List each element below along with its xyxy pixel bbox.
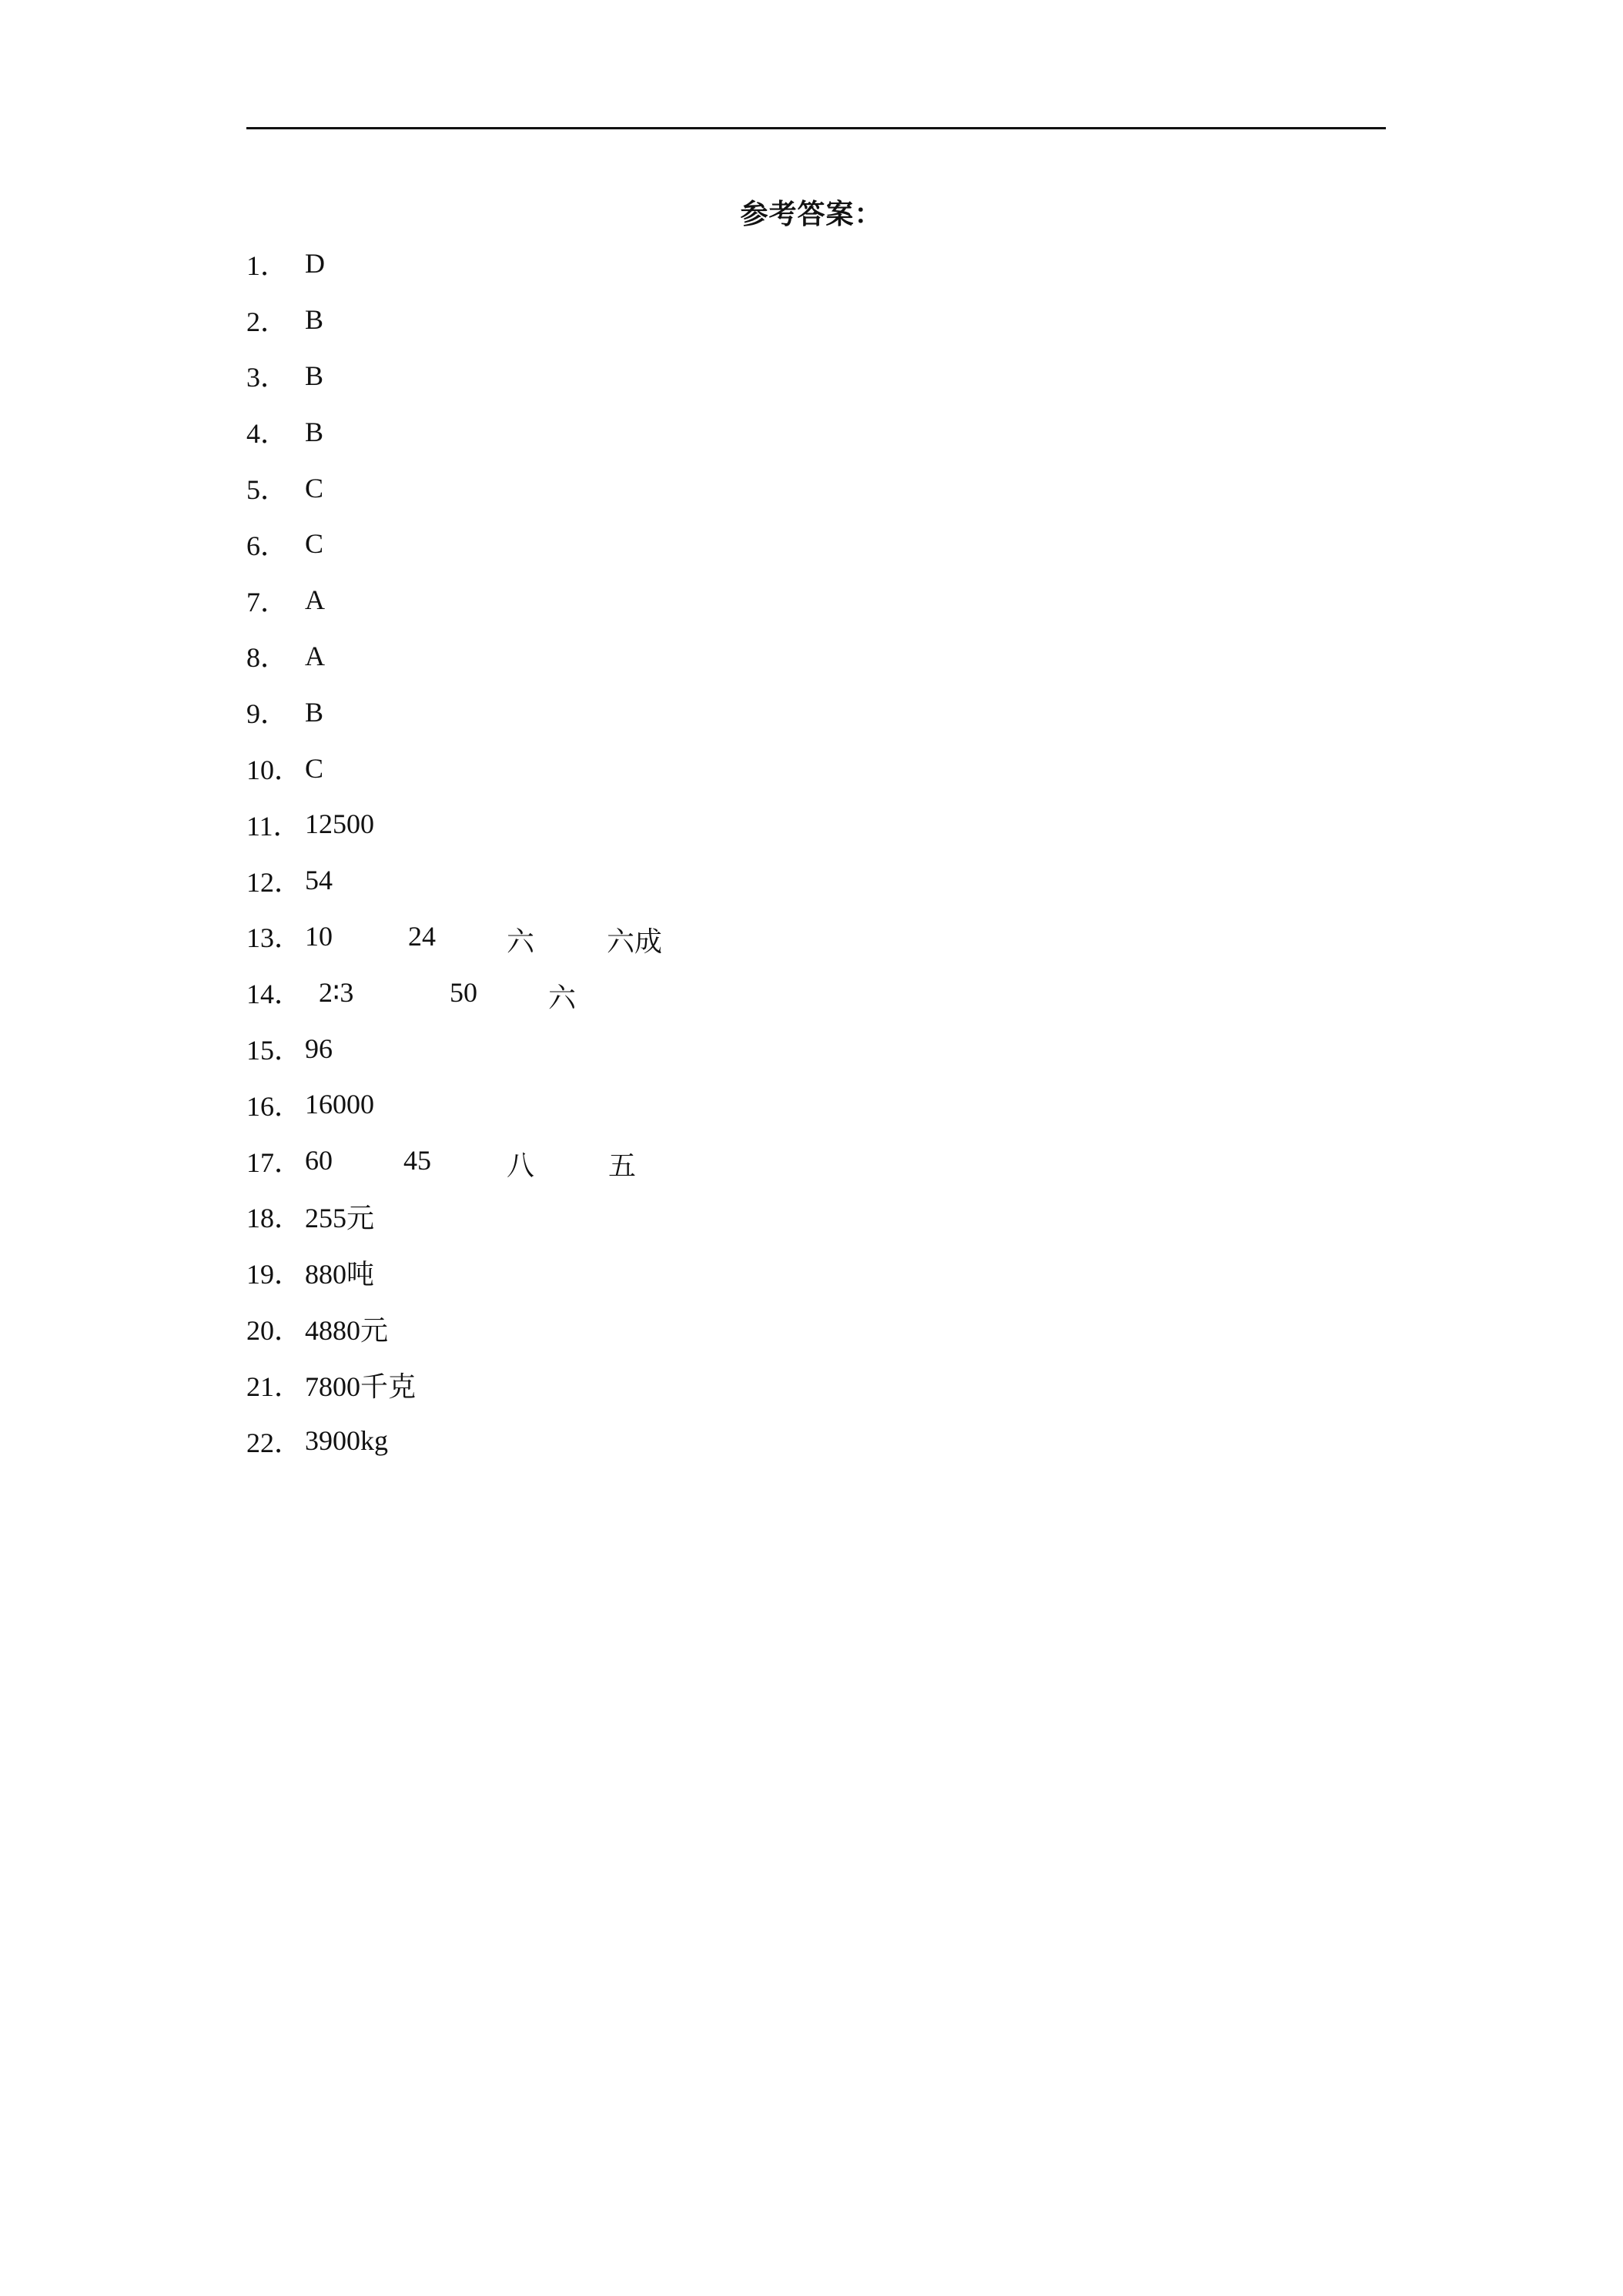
answer-value: 255元 bbox=[305, 1203, 375, 1234]
answer-value: 六 bbox=[548, 982, 577, 1013]
answer-number: 2． bbox=[246, 306, 289, 337]
answer-value: C bbox=[305, 472, 324, 504]
answer-number: 13． bbox=[246, 922, 303, 954]
answer-number: 8． bbox=[246, 642, 289, 674]
answer-value: 54 bbox=[305, 865, 333, 896]
answer-number: 3． bbox=[246, 362, 289, 393]
answer-value: 2∶3 bbox=[319, 976, 354, 1008]
answer-row bbox=[246, 1189, 708, 1245]
answer-number: 11． bbox=[246, 810, 301, 842]
answer-row bbox=[246, 740, 708, 796]
answer-number: 17． bbox=[246, 1146, 303, 1178]
answer-number: 16． bbox=[246, 1090, 303, 1122]
answer-row bbox=[246, 516, 708, 572]
answer-value: 24 bbox=[408, 920, 436, 952]
answer-row bbox=[246, 292, 708, 348]
answer-value: 10 bbox=[305, 920, 333, 952]
answer-number: 6． bbox=[246, 530, 289, 561]
answer-row bbox=[246, 348, 708, 404]
answer-number: 7． bbox=[246, 586, 289, 618]
answer-value: 12500 bbox=[305, 808, 374, 840]
answer-row bbox=[246, 1020, 708, 1076]
answer-value: D bbox=[305, 248, 325, 279]
answer-value: B bbox=[305, 304, 324, 336]
answer-list bbox=[246, 236, 708, 1469]
answer-row bbox=[246, 796, 708, 852]
answer-value: A bbox=[305, 640, 325, 671]
answer-value: 六成 bbox=[607, 925, 663, 957]
answer-value: 45 bbox=[403, 1145, 431, 1176]
answer-row bbox=[246, 1300, 708, 1357]
answer-row bbox=[246, 1133, 708, 1189]
answer-value: 16000 bbox=[305, 1089, 374, 1120]
answer-row bbox=[246, 403, 708, 460]
answer-value: 4880元 bbox=[305, 1315, 389, 1347]
answer-number: 14． bbox=[246, 979, 303, 1010]
answer-value: 880吨 bbox=[305, 1259, 375, 1290]
answer-value: 96 bbox=[305, 1033, 333, 1064]
answer-value: 八 bbox=[507, 1150, 535, 1182]
answer-value: A bbox=[305, 584, 325, 616]
header-rule bbox=[246, 127, 1386, 129]
answer-value: 3900kg bbox=[305, 1425, 388, 1457]
answer-row bbox=[246, 852, 708, 909]
answer-row bbox=[246, 628, 708, 684]
answer-row bbox=[246, 236, 708, 292]
answer-number: 20． bbox=[246, 1315, 303, 1347]
answer-value: B bbox=[305, 416, 324, 447]
answer-value: 五 bbox=[608, 1150, 637, 1182]
answer-row bbox=[246, 572, 708, 628]
answer-value: C bbox=[305, 528, 324, 560]
answer-row bbox=[246, 460, 708, 516]
answer-number: 4． bbox=[246, 418, 289, 450]
answer-number: 12． bbox=[246, 866, 303, 898]
answer-number: 21． bbox=[246, 1371, 303, 1402]
answer-row bbox=[246, 909, 708, 965]
answer-row bbox=[246, 1076, 708, 1133]
answer-number: 22． bbox=[246, 1427, 303, 1458]
answer-row bbox=[246, 684, 708, 740]
answer-number: 19． bbox=[246, 1259, 303, 1290]
answer-number: 15． bbox=[246, 1035, 303, 1066]
answer-value: 60 bbox=[305, 1145, 333, 1176]
answer-row bbox=[246, 1357, 708, 1413]
answer-number: 18． bbox=[246, 1203, 303, 1234]
answer-value: C bbox=[305, 752, 324, 784]
answer-row bbox=[246, 964, 708, 1020]
answer-number: 5． bbox=[246, 474, 289, 506]
answer-row bbox=[246, 1413, 708, 1469]
page-title: 参考答案： bbox=[740, 199, 883, 230]
answer-number: 9． bbox=[246, 698, 289, 730]
answer-number: 10． bbox=[246, 755, 303, 786]
answer-number: 1． bbox=[246, 249, 289, 281]
answer-value: B bbox=[305, 696, 324, 728]
answer-value: 7800千克 bbox=[305, 1371, 417, 1402]
answer-value: 50 bbox=[450, 976, 477, 1008]
answer-value: 六 bbox=[507, 925, 535, 957]
answer-row bbox=[246, 1244, 708, 1300]
answer-value: B bbox=[305, 360, 324, 391]
